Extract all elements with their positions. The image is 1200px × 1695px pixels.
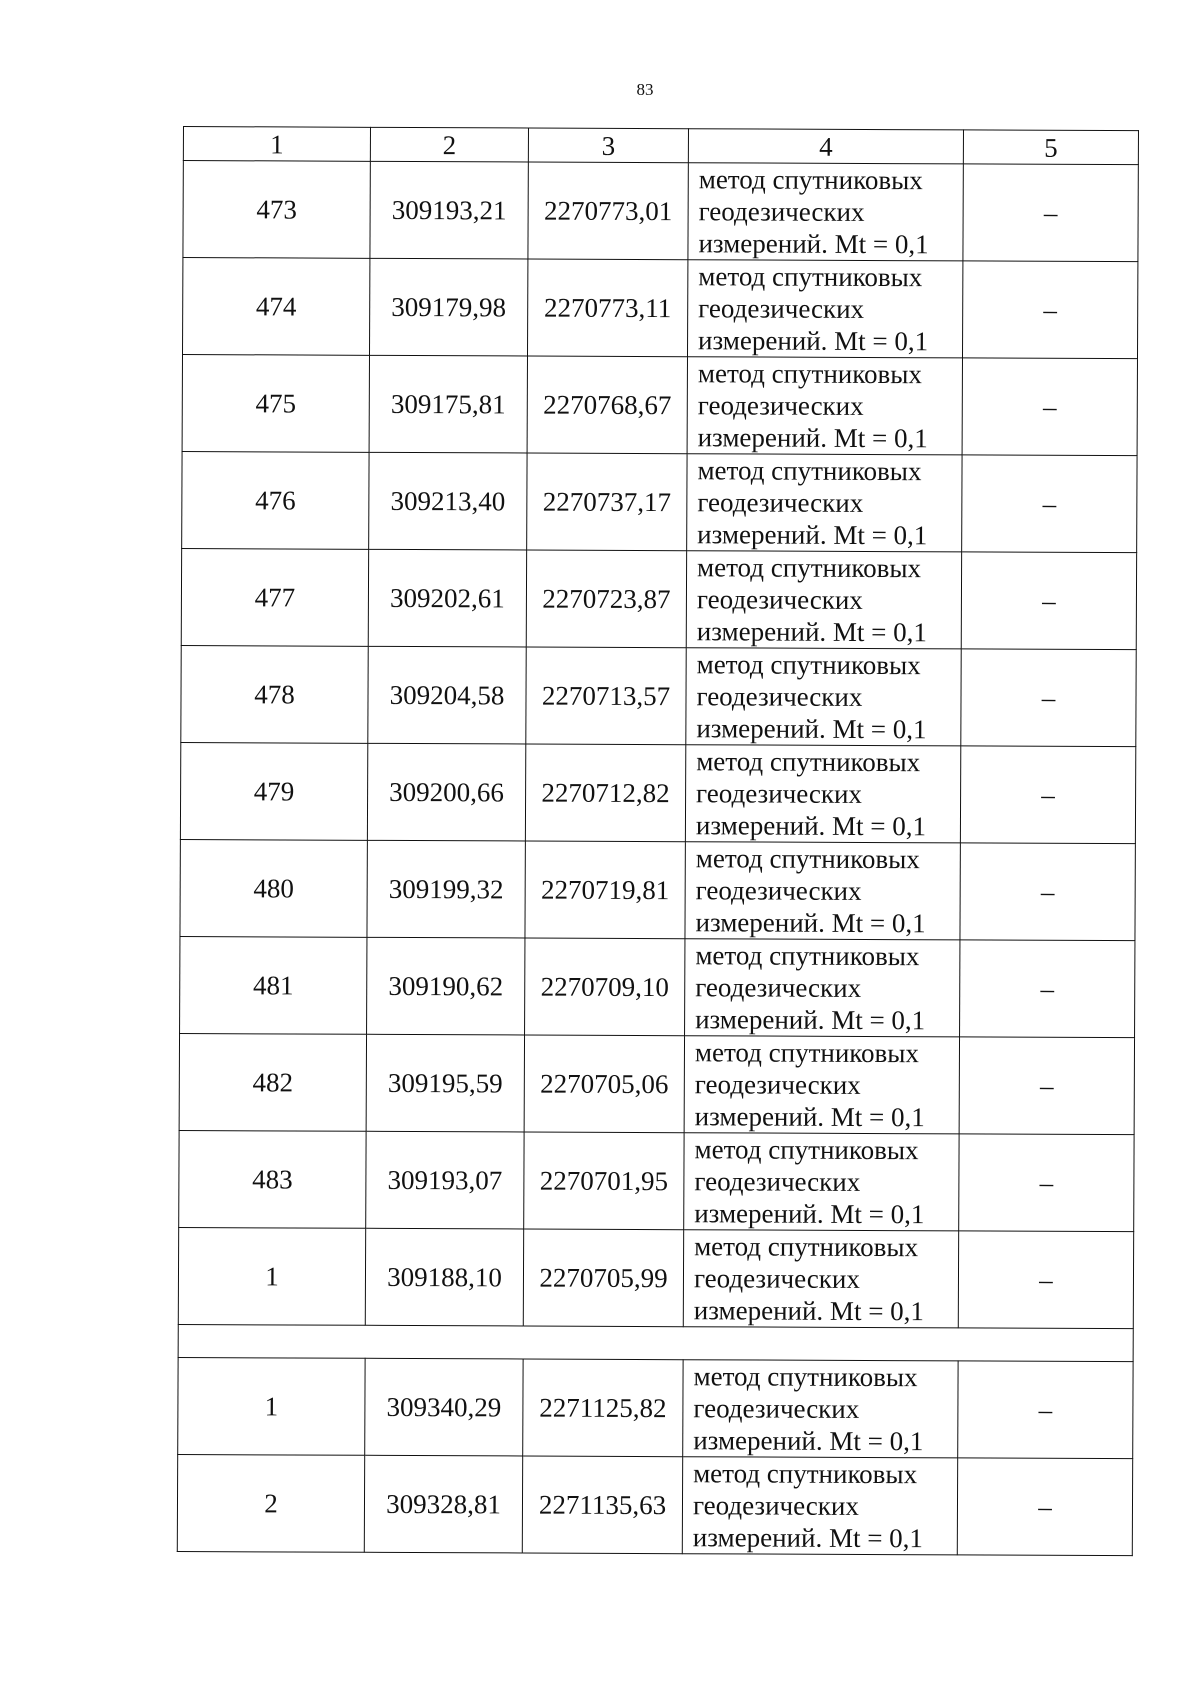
method-line: метод спутниковых <box>697 455 922 487</box>
note-cell: – <box>959 1037 1134 1135</box>
method-line: метод спутниковых <box>697 358 922 390</box>
method-line: геодезических <box>698 293 865 324</box>
note-cell: – <box>959 1134 1134 1232</box>
method-line: геодезических <box>693 1393 860 1424</box>
header-cell: 4 <box>688 129 963 164</box>
header-cell: 3 <box>528 128 688 163</box>
table-row <box>182 451 1137 552</box>
point-id-cell: 2 <box>177 1454 364 1552</box>
x-coordinate-cell: 309202,61 <box>368 549 526 647</box>
method-line: метод спутниковых <box>693 1361 918 1393</box>
y-coordinate-cell: 2270713,57 <box>526 647 686 745</box>
method-line: геодезических <box>697 390 864 421</box>
y-coordinate-cell: 2270719,81 <box>525 841 685 939</box>
x-coordinate-cell: 309213,40 <box>369 452 527 550</box>
coordinates-table <box>177 126 1139 1556</box>
point-id-cell: 477 <box>181 548 368 646</box>
table-row <box>177 1454 1132 1555</box>
method-line: измерений. Mt = 0,1 <box>696 713 927 745</box>
table-row <box>178 1357 1133 1458</box>
header-row <box>183 127 1138 165</box>
note-cell: – <box>962 455 1137 553</box>
method-line: геодезических <box>696 778 863 809</box>
point-id-cell: 476 <box>182 451 369 549</box>
method-cell <box>684 1036 959 1134</box>
method-cell <box>687 454 962 552</box>
y-coordinate-cell: 2271135,63 <box>522 1456 682 1554</box>
method-cell <box>686 551 961 649</box>
note-cell: – <box>957 1458 1132 1556</box>
table-row <box>181 548 1136 649</box>
note-cell: – <box>960 940 1135 1038</box>
method-line: геодезических <box>695 875 862 906</box>
method-line: метод спутниковых <box>693 1458 918 1490</box>
y-coordinate-cell: 2270773,11 <box>527 259 687 357</box>
method-cell <box>683 1360 958 1458</box>
y-coordinate-cell: 2270737,17 <box>527 453 687 551</box>
header-cell: 1 <box>183 127 370 162</box>
method-cell <box>685 745 960 843</box>
method-line: измерений. Mt = 0,1 <box>695 907 926 939</box>
method-cell <box>684 1133 959 1231</box>
method-line: измерений. Mt = 0,1 <box>692 1522 924 1554</box>
note-cell: – <box>958 1361 1133 1459</box>
point-id-cell: 478 <box>181 645 368 743</box>
x-coordinate-cell: 309340,29 <box>365 1358 523 1456</box>
note-cell: – <box>962 261 1137 359</box>
method-line: измерений. Mt = 0,1 <box>695 810 927 842</box>
point-id-cell: 473 <box>183 161 370 259</box>
y-coordinate-cell: 2270709,10 <box>525 938 685 1036</box>
table-row <box>182 355 1137 456</box>
method-line: измерений. Mt = 0,1 <box>697 519 928 551</box>
page-number: 83 <box>636 80 654 99</box>
method-line: метод спутниковых <box>695 940 920 972</box>
method-line: геодезических <box>694 1069 861 1100</box>
point-id-cell: 1 <box>178 1227 365 1325</box>
table-row <box>181 645 1136 746</box>
point-id-cell: 481 <box>180 936 367 1034</box>
point-id-cell: 482 <box>179 1033 366 1131</box>
table-row <box>179 1033 1134 1134</box>
table-row <box>183 258 1138 359</box>
method-line: метод спутниковых <box>694 1231 919 1263</box>
y-coordinate-cell: 2270712,82 <box>525 744 685 842</box>
y-coordinate-cell: 2270773,01 <box>528 162 688 260</box>
method-line: геодезических <box>698 196 865 227</box>
y-coordinate-cell: 2270701,95 <box>524 1132 684 1230</box>
x-coordinate-cell: 309195,59 <box>366 1034 524 1132</box>
method-line: измерений. Mt = 0,1 <box>696 616 927 648</box>
point-id-cell: 474 <box>183 258 370 356</box>
method-line: измерений. Mt = 0,1 <box>694 1101 925 1133</box>
x-coordinate-cell: 309188,10 <box>365 1228 523 1326</box>
y-coordinate-cell: 2271125,82 <box>523 1359 683 1457</box>
note-cell: – <box>958 1231 1133 1329</box>
method-line: измерений. Mt = 0,1 <box>698 325 929 357</box>
method-line: геодезических <box>693 1263 860 1294</box>
method-line: геодезических <box>697 487 864 518</box>
method-cell <box>686 648 961 746</box>
method-line: метод спутниковых <box>696 649 921 681</box>
point-id-cell: 483 <box>179 1130 366 1228</box>
y-coordinate-cell: 2270768,67 <box>527 356 687 454</box>
table-row <box>183 161 1138 262</box>
method-cell <box>683 1230 958 1328</box>
note-cell: – <box>962 358 1137 456</box>
table-row <box>180 742 1135 843</box>
note-cell: – <box>961 649 1136 747</box>
note-cell: – <box>961 552 1136 650</box>
separator-row <box>178 1324 1133 1361</box>
method-cell <box>685 939 960 1037</box>
method-line: геодезических <box>692 1490 859 1521</box>
method-line: метод спутниковых <box>698 164 923 196</box>
y-coordinate-cell: 2270705,06 <box>524 1035 684 1133</box>
table-row <box>180 936 1135 1037</box>
point-id-cell: 480 <box>180 839 367 937</box>
y-coordinate-cell: 2270723,87 <box>526 550 686 648</box>
method-line: измерений. Mt = 0,1 <box>698 228 929 260</box>
method-line: геодезических <box>696 681 863 712</box>
method-cell <box>682 1457 957 1555</box>
header-cell: 2 <box>370 127 528 162</box>
method-line: метод спутниковых <box>694 1037 920 1069</box>
method-cell <box>687 357 962 455</box>
method-line: измерений. Mt = 0,1 <box>697 422 928 454</box>
point-id-cell: 475 <box>182 355 369 453</box>
x-coordinate-cell: 309193,07 <box>366 1131 524 1229</box>
x-coordinate-cell: 309200,66 <box>367 743 525 841</box>
method-line: геодезических <box>694 1166 861 1197</box>
method-line: измерений. Mt = 0,1 <box>693 1425 924 1457</box>
method-line: метод спутниковых <box>697 552 922 584</box>
x-coordinate-cell: 309204,58 <box>368 646 526 744</box>
method-line: метод спутниковых <box>696 746 921 778</box>
method-line: измерений. Mt = 0,1 <box>695 1004 926 1036</box>
header-cell: 5 <box>963 130 1138 165</box>
point-id-cell: 1 <box>178 1357 365 1455</box>
table-row <box>180 839 1135 940</box>
y-coordinate-cell: 2270705,99 <box>523 1229 683 1327</box>
x-coordinate-cell: 309179,98 <box>370 258 528 356</box>
method-line: метод спутниковых <box>698 261 923 293</box>
note-cell: – <box>963 164 1138 262</box>
point-id-cell: 479 <box>180 742 367 840</box>
x-coordinate-cell: 309328,81 <box>364 1455 522 1553</box>
x-coordinate-cell: 309193,21 <box>370 161 528 259</box>
method-cell <box>687 260 962 358</box>
method-line: геодезических <box>696 584 863 615</box>
x-coordinate-cell: 309175,81 <box>369 355 527 453</box>
method-line: измерений. Mt = 0,1 <box>694 1198 925 1230</box>
separator-cell <box>178 1324 1133 1361</box>
x-coordinate-cell: 309199,32 <box>367 840 525 938</box>
method-line: геодезических <box>695 972 862 1003</box>
note-cell: – <box>960 843 1135 941</box>
method-line: метод спутниковых <box>694 1134 919 1166</box>
x-coordinate-cell: 309190,62 <box>367 937 525 1035</box>
table-row <box>178 1227 1133 1328</box>
method-line: метод спутниковых <box>695 843 920 875</box>
method-line: измерений. Mt = 0,1 <box>693 1295 925 1327</box>
table-row <box>179 1130 1134 1231</box>
method-cell <box>685 842 960 940</box>
note-cell: – <box>960 746 1135 844</box>
method-cell <box>688 163 963 261</box>
